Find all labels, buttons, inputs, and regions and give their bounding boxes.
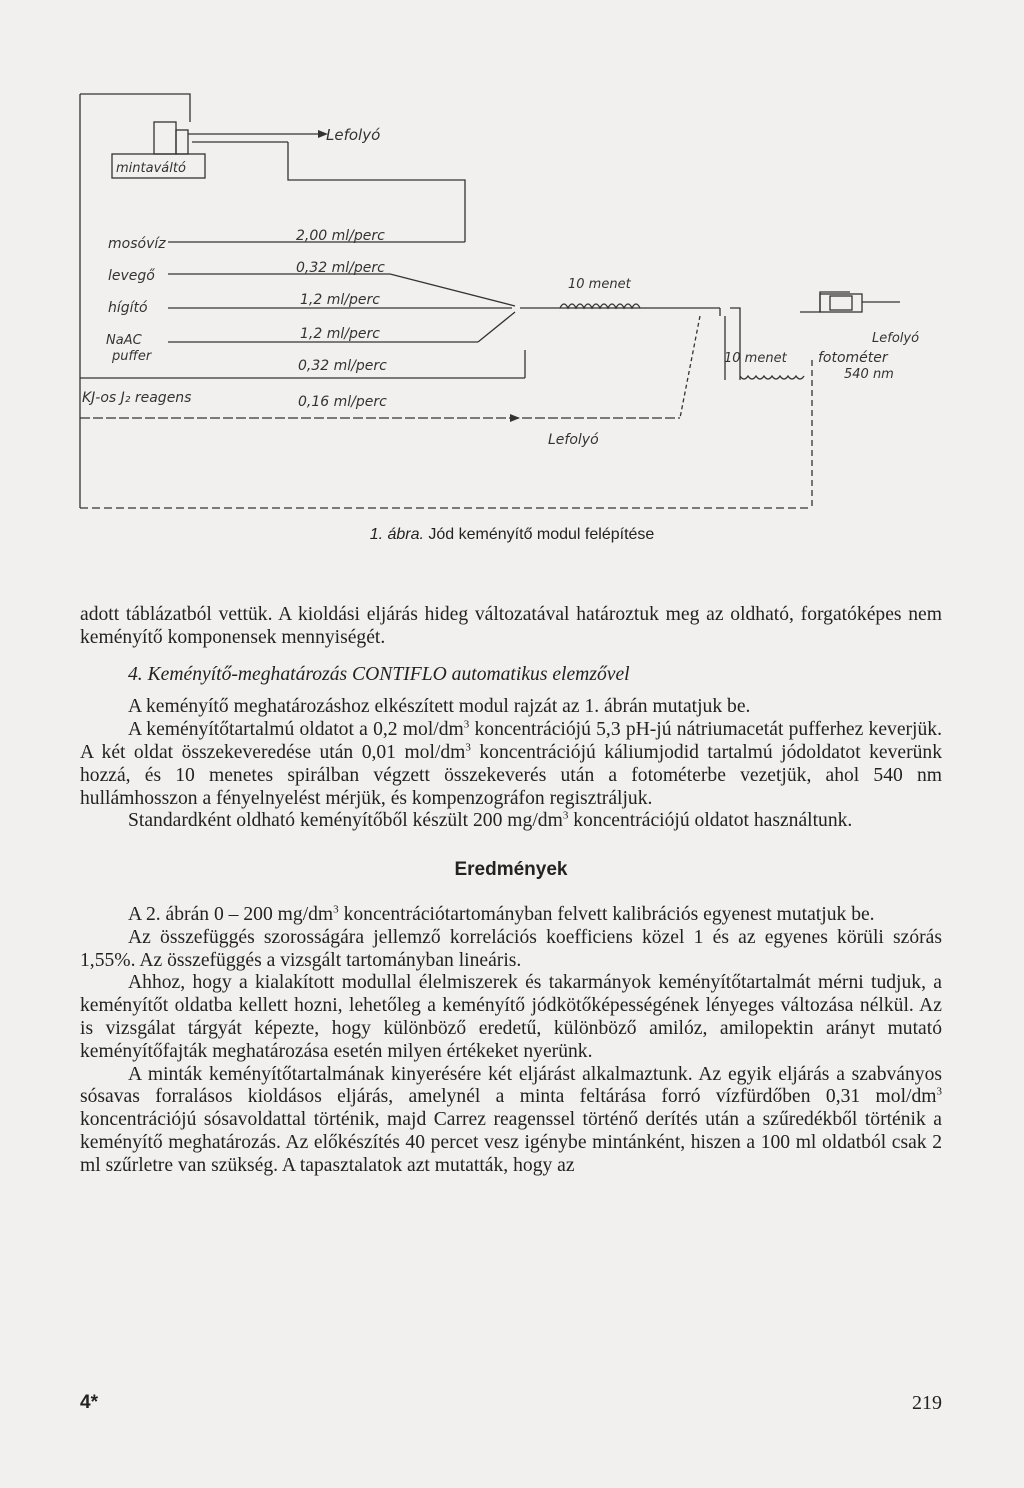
flow-higito: 1,2 ml/perc [300,292,380,308]
section-heading-4: 4. Keményítő-meghatározás CONTIFLO automatikus elemzővel [128,663,630,685]
p5-part-a: A 2. ábrán 0 – 200 mg/dm [128,903,334,925]
paragraph-5 [80,904,942,927]
caption-abra: ábra. [387,526,424,543]
flow-puffer: 0,32 ml/perc [298,358,387,374]
p3-part-a: A keményítőtartalmú oldatot a 0,2 mol/dm [128,719,464,741]
menet-label-2: 10 menet [724,351,787,366]
higito-label: hígító [108,300,148,316]
footer-signature: 4* [80,1392,98,1413]
paragraph-4 [80,810,942,833]
flow-mosoviz: 2,00 ml/perc [296,228,385,244]
p8-sup: 3 [936,1085,942,1098]
paragraph-8 [80,1064,942,1178]
p8-part-b: koncentrációjú sósavoldattal történik, majd Carrez reagenssel történő derítés után a szűredékből történik a keményítő meghatározás. Az előkészítés 40 percet vesz igénybe mintánként, hiszen a 100 ml oldatból csak 2 ml szűrletre van szükség. A tapasztalatok azt mutatták, hogy az [80,1109,942,1176]
p4-sup: 3 [562,809,569,822]
p3-part-c: koncentrációjú káliumjodid tartalmú jódoldatot keverünk hozzá, és 10 menetes spirálban végzett összekeverés után a fotométerbe vezetjük, ahol 540 nm hullámhosszon a fényelnyelést mérjük, és kompenzográfon regisztráljuk. [80,741,943,809]
module-diagram [60,80,960,520]
lefolyo-right-label: Lefolyó [872,331,920,346]
body-text [80,604,942,1178]
p4-part-a: Standardként oldható keményítőből készült 200 mg/dm [128,810,563,832]
mosoviz-label: mosóvíz [108,236,166,252]
mintavalto-label: mintaváltó [116,161,186,176]
p3-part-b: koncentrációjú 5,3 pH-jú nátriumacetát pufferhez keverjük. A két oldat összekeveredése után 0,01 mol/dm [80,719,942,763]
paragraph-1: adott táblázatból vettük. A kioldási eljárás hideg változatával határoztuk meg az oldható, forgatóképes nem keményítő komponensek mennyiségét. [80,604,942,648]
caption-text: Jód keményítő modul felépítése [428,526,655,543]
paragraph-3 [80,719,942,810]
paragraph-2: A keményítő meghatározáshoz elkészített modul rajzát az 1. ábrán mutatjuk be. [128,696,751,718]
flow-diagram-svg [60,80,960,520]
naac-label: NaAC [106,333,142,348]
results-heading: Eredmények [454,859,568,881]
p3-sup-1: 3 [463,718,470,731]
figure-caption [0,526,1024,544]
flow-kj: 0,16 ml/perc [298,394,387,410]
flow-naac: 1,2 ml/perc [300,326,380,342]
wavelength-label: 540 nm [844,367,894,382]
lefolyo-top-label: Lefolyó [326,126,381,144]
p5-part-b: koncentrációtartományban felvett kalibrációs egyenest mutatjuk be. [338,903,875,925]
p8-part-a: A minták keményítőtartalmának kinyerésére két eljárást alkalmaztunk. Az egyik eljárás a szabványos sósavas forralásos kioldásos eljárás, amelynél a minta feltárása forró vízfürdőben 0,31 mol/dm [80,1063,942,1108]
page-number: 219 [912,1392,942,1414]
flow-levego: 0,32 ml/perc [296,260,385,276]
levego-label: levegő [108,268,155,284]
paragraph-6: Az összefüggés szorosságára jellemző korrelációs koefficiens közel 1 és az egyenes körüli szórás 1,55%. Az összefüggés a vizsgált tartományban lineáris. [80,926,942,971]
kj-reagens-label: KJ-os J₂ reagens [82,390,192,406]
caption-number: 1. [369,526,384,543]
p5-sup: 3 [333,903,339,916]
lefolyo-bottom-label: Lefolyó [548,432,599,448]
menet-label-1: 10 menet [568,277,631,292]
p4-part-b: koncentrációjú oldatot használtunk. [568,810,853,832]
fotometer-label: fotométer [818,350,888,366]
p3-sup-2: 3 [465,741,471,754]
paragraph-7: Ahhoz, hogy a kialakított modullal élelmiszerek és takarmányok keményítőtartalmát mérni tudjuk, a keményítőt oldatba kellett hozni, lehetőleg a keményítő jódkötőképességének lényeges változása nélkül. Az is vizsgálat tárgyát képezte, hogy különböző eredetű, különböző amilóz, amilopektin arányt mutató keményítőfajták meghatározása esetén milyen értékeket nyerünk. [80,972,942,1062]
puffer-label: puffer [112,349,152,364]
